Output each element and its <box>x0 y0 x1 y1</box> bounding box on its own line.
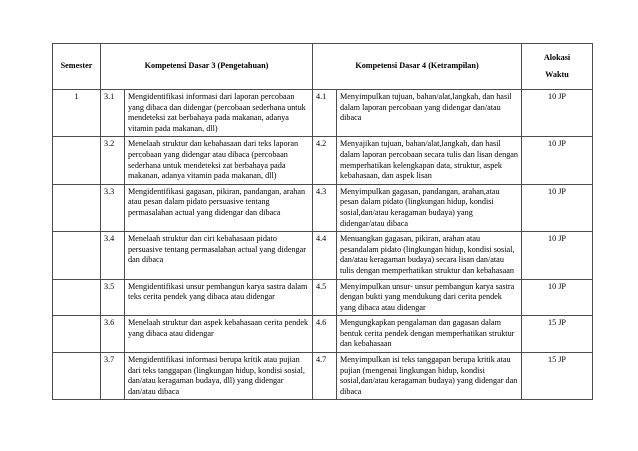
alokasi-cell: 10 JP <box>522 232 593 279</box>
table-row <box>53 232 593 279</box>
kd3-text: Menelaah struktur dan kebahasaan dari teks laporan percobaan yang didengar atau dibaca (percobaan sederhana untuk mendeteksi zat berbahaya pada makanan, adanya vitamin pada makanan, dll) <box>125 137 313 184</box>
table-row <box>53 90 593 137</box>
table-header-row <box>53 44 593 90</box>
alokasi-cell: 10 JP <box>522 279 593 316</box>
kd3-text: Menelaah struktur dan ciri kebahasaan pidato persuasive tentang permasalahan actual yang didengar dan dibaca <box>125 232 313 279</box>
kd4-number: 4.5 <box>313 279 337 316</box>
alokasi-cell: 10 JP <box>522 90 593 137</box>
table-row <box>53 184 593 231</box>
table-row <box>53 279 593 316</box>
table-row <box>53 137 593 184</box>
kd4-text: Menyimpulkan isi teks tanggapan berupa kritik atau pujian (mengenai lingkungan hidup, kondisi sosial,dan/atau keragaman budaya) yang didengar dan dibaca <box>337 353 522 400</box>
semester-cell <box>53 279 101 316</box>
alokasi-cell: 10 JP <box>522 137 593 184</box>
table-body <box>53 90 593 400</box>
kd4-number: 4.2 <box>313 137 337 184</box>
header-alokasi <box>522 44 593 90</box>
kd4-text: Menyajikan tujuan, bahan/alat,langkah, dan hasil dalam laporan percobaan secara tulis dan lisan dengan memperhatikan kelengkapan data, struktur, aspek kebahasaan, dan aspek lisan <box>337 137 522 184</box>
alokasi-cell: 10 JP <box>522 184 593 231</box>
table-row <box>53 316 593 353</box>
kd4-text: Mengungkapkan pengalaman dan gagasan dalam bentuk cerita pendek dengan memperhatikan struktur dan kebahasaan <box>337 316 522 353</box>
kd3-text: Menelaah struktur dan aspek kebahasaan cerita pendek yang dibaca atau didengar <box>125 316 313 353</box>
kd3-number: 3.4 <box>101 232 125 279</box>
semester-cell <box>53 316 101 353</box>
semester-cell: 1 <box>53 90 101 137</box>
kd3-number: 3.1 <box>101 90 125 137</box>
semester-cell <box>53 137 101 184</box>
kd4-number: 4.4 <box>313 232 337 279</box>
header-semester: Semester <box>53 44 101 90</box>
semester-cell <box>53 184 101 231</box>
kd3-text: Mengidentifikasi unsur pembangun karya sastra dalam teks cerita pendek yang dibaca atau didengar <box>125 279 313 316</box>
kd4-number: 4.1 <box>313 90 337 137</box>
kd4-number: 4.7 <box>313 353 337 400</box>
header-alokasi-line2: Waktu <box>545 69 569 79</box>
semester-cell <box>53 232 101 279</box>
kd4-number: 4.3 <box>313 184 337 231</box>
kd3-number: 3.7 <box>101 353 125 400</box>
alokasi-cell: 15 JP <box>522 316 593 353</box>
header-alokasi-line1: Alokasi <box>543 52 571 62</box>
semester-cell <box>53 353 101 400</box>
kd3-text: Mengidentifikasi informasi dari laporan percobaan yang dibaca dan didengar (percobaan sederhana untuk mendeteksi zat berbahaya pada makanan, adanya vitamin pada makanan, dll) <box>125 90 313 137</box>
kd4-text: Menyimpulkan unsur- unsur pembangun karya sastra dengan bukti yang mendukung dari cerita pendek yang dibaca atau didengar <box>337 279 522 316</box>
kompetensi-dasar-table <box>52 43 593 400</box>
kd4-text: Menyimpulkan tujuan, bahan/alat,langkah, dan hasil dalam laporan percobaan yang didengar dan/atau dibaca <box>337 90 522 137</box>
kd3-text: Mengidentifikasi gagasan, pikiran, pandangan, arahan atau pesan dalam pidato persuasive tentang permasalahan actual yang didengar dan dibaca <box>125 184 313 231</box>
kd4-text: Menuangkan gagasan, pikiran, arahan atau pesandalam pidato (lingkungan hidup, kondisi sosial, dan/atau keragaman budaya) secara lisan dan/atau tulis dengan memperhatikan struktur dan kebahasaan <box>337 232 522 279</box>
kd3-number: 3.5 <box>101 279 125 316</box>
table-row <box>53 353 593 400</box>
header-kd3: Kompetensi Dasar 3 (Pengetahuan) <box>101 44 313 90</box>
kd3-number: 3.3 <box>101 184 125 231</box>
kd3-text: Mengidentifikasi informasi berupa kritik atau pujian dari teks tanggapan (lingkungan hidup, kondisi sosial, dan/atau keragaman budaya, dll) yang didengar dan/atau dibaca <box>125 353 313 400</box>
kd3-number: 3.2 <box>101 137 125 184</box>
header-kd4: Kompetensi Dasar 4 (Ketrampilan) <box>313 44 522 90</box>
kd3-number: 3.6 <box>101 316 125 353</box>
kd4-number: 4.6 <box>313 316 337 353</box>
kd4-text: Menyimpulkan gagasan, pandangan, arahan,atau pesan dalam pidato (lingkungan hidup, kondisi sosial,dan/atau keragaman budaya) yang didengar/atau dibaca <box>337 184 522 231</box>
alokasi-cell: 15 JP <box>522 353 593 400</box>
